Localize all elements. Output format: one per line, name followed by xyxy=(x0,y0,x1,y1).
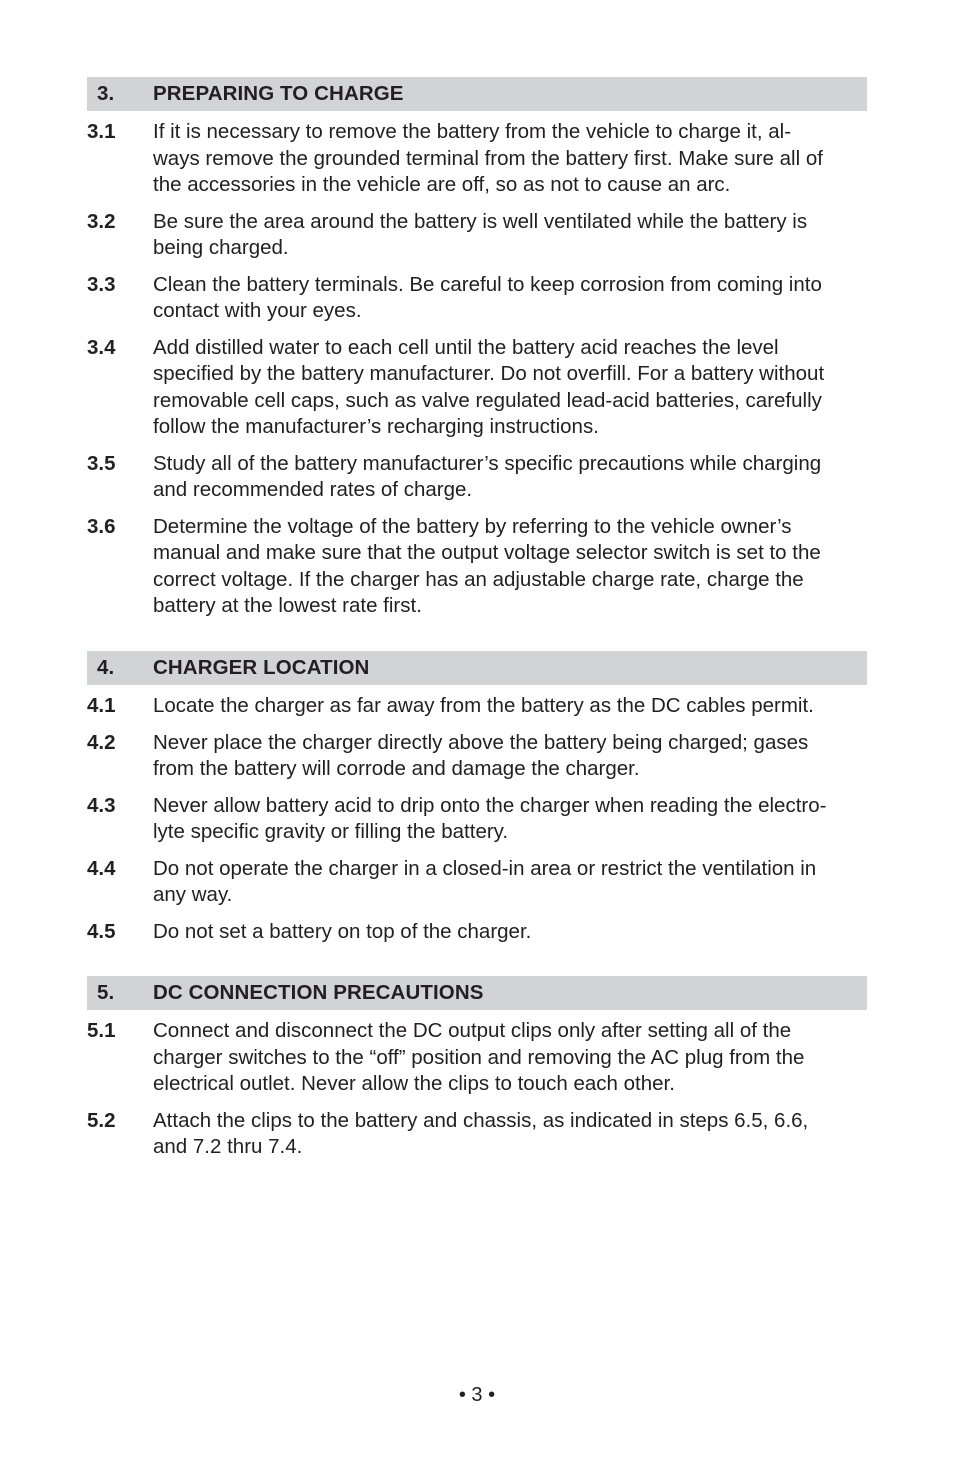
item-text: Never place the charger directly above the battery being charged; gases from the battery will corrode and damage the charger. xyxy=(153,730,809,780)
item-number: 3.6 xyxy=(87,514,116,538)
list-item xyxy=(87,793,867,846)
section-title: PREPARING TO CHARGE xyxy=(153,82,404,105)
section-number: 4. xyxy=(97,656,115,679)
item-text: Connect and disconnect the DC output clips only after setting all of the charger switches to the “off” position and removing the AC plug from the electrical outlet. Never allow the clips to touch each other. xyxy=(153,1019,805,1095)
item-text: Attach the clips to the battery and chassis, as indicated in steps 6.5, 6.6, and 7.2 thru 7.4. xyxy=(153,1108,809,1158)
item-text: Determine the voltage of the battery by referring to the vehicle owner’s manual and make sure that the output voltage selector switch is set to the correct voltage. If the charger has an adjustable charge rate, charge the battery at the lowest rate first. xyxy=(153,514,821,617)
section-dc-connection-precautions xyxy=(87,976,867,1171)
item-text: Clean the battery terminals. Be careful to keep corrosion from coming into contact with your eyes. xyxy=(153,272,822,322)
list-item xyxy=(87,335,867,441)
item-text: Be sure the area around the battery is well ventilated while the battery is being charged. xyxy=(153,209,808,259)
item-text: Do not set a battery on top of the charger. xyxy=(153,919,532,943)
list-item xyxy=(87,730,867,783)
item-text: If it is necessary to remove the battery from the vehicle to charge it, al- ways remove the grounded terminal from the battery first. Make sure all of the accessories in the vehicle are off, so as not to cause an arc. xyxy=(153,120,823,196)
list-item xyxy=(87,451,867,504)
item-text: Never allow battery acid to drip onto the charger when reading the electro- lyte specific gravity or filling the battery. xyxy=(153,793,827,843)
section-preparing-to-charge xyxy=(87,77,867,630)
section-title: CHARGER LOCATION xyxy=(153,656,370,679)
list-item xyxy=(87,856,867,909)
item-number: 4.1 xyxy=(87,694,116,717)
item-number: 4.3 xyxy=(87,793,116,817)
list-item xyxy=(87,119,867,199)
item-text: Locate the charger as far away from the battery as the DC cables permit. xyxy=(153,694,814,717)
section-charger-location xyxy=(87,651,867,955)
list-item xyxy=(87,693,867,720)
item-number: 3.5 xyxy=(87,451,116,475)
item-text: Study all of the battery manufacturer’s specific precautions while charging and recommended rates of charge. xyxy=(153,451,822,501)
list-item xyxy=(87,209,867,262)
section-number: 5. xyxy=(97,981,115,1004)
item-number: 4.2 xyxy=(87,730,116,754)
list-item xyxy=(87,1018,867,1098)
item-number: 3.2 xyxy=(87,209,116,233)
section-header xyxy=(87,651,867,685)
item-number: 5.1 xyxy=(87,1019,116,1042)
item-number: 3.4 xyxy=(87,335,116,359)
item-text: Add distilled water to each cell until the battery acid reaches the level specified by the battery manufacturer. Do not overfill. For a battery without removable cell caps, such as valve regulated lead-acid batteries, carefully follow the manufacturer’s recharging instructions. xyxy=(153,335,825,438)
item-number: 3.1 xyxy=(87,120,116,143)
list-item xyxy=(87,919,867,946)
item-number: 4.5 xyxy=(87,919,116,943)
item-number: 3.3 xyxy=(87,272,116,296)
section-header xyxy=(87,976,867,1010)
item-number: 5.2 xyxy=(87,1108,116,1132)
item-text: Do not operate the charger in a closed-in area or restrict the ventilation in any way. xyxy=(153,856,817,906)
list-item xyxy=(87,272,867,325)
section-header xyxy=(87,77,867,111)
item-number: 4.4 xyxy=(87,856,116,880)
page-number: • 3 • xyxy=(458,1384,496,1406)
section-number: 3. xyxy=(97,82,115,105)
section-title: DC CONNECTION PRECAUTIONS xyxy=(153,981,484,1004)
list-item xyxy=(87,1108,867,1161)
list-item xyxy=(87,514,867,620)
